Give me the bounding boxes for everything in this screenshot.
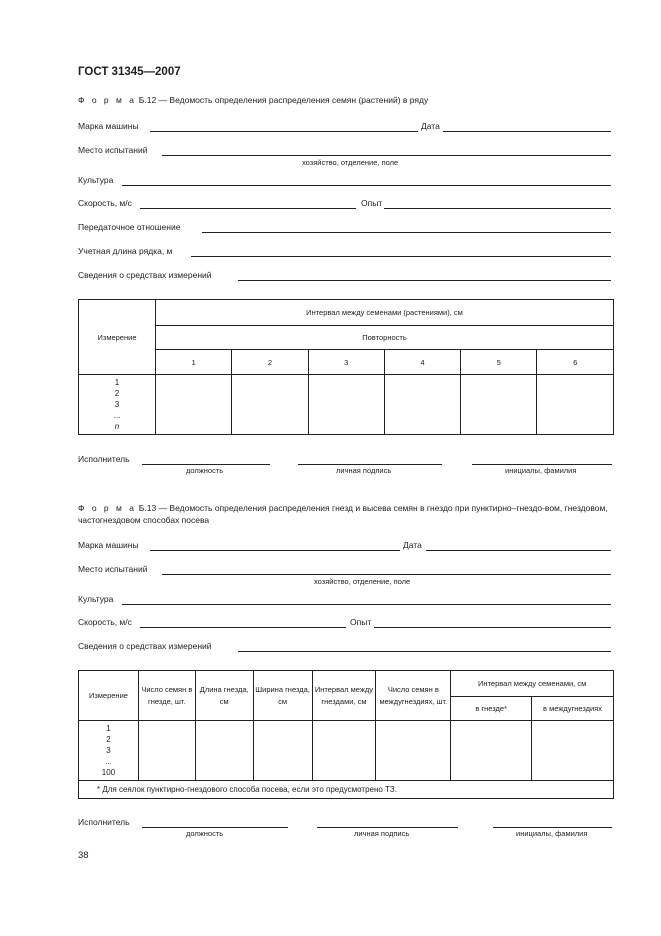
between-nests-subheader: в междугнездиях [532, 697, 614, 721]
row-number: 2 [106, 735, 111, 744]
row-number: 3 [114, 400, 120, 409]
experiment-label: Опыт [350, 617, 372, 627]
data-cell[interactable] [195, 721, 253, 781]
date-label: Дата [421, 121, 440, 131]
row-number: 3 [106, 746, 111, 755]
row-number: 1 [114, 378, 120, 387]
data-cell[interactable] [308, 375, 384, 435]
seeds-between-header: Число семян в междугнездиях, шт. [376, 671, 451, 721]
experiment-field[interactable] [384, 208, 611, 209]
nest-length-header: Длина гнезда, см [195, 671, 253, 721]
measure-header: Измерение [79, 300, 156, 375]
data-cell[interactable] [537, 375, 614, 435]
form-b13-title [78, 502, 612, 526]
repeat-col-2: 2 [232, 350, 308, 375]
speed-field[interactable] [140, 208, 356, 209]
interval-seeds-header: Интервал между семенами, см [451, 671, 614, 697]
data-cell[interactable] [253, 721, 312, 781]
nest-width-header: Ширина гнезда, см [253, 671, 312, 721]
in-nest-subheader: в гнезде* [451, 697, 532, 721]
data-cell[interactable] [384, 375, 460, 435]
data-cell[interactable] [532, 721, 614, 781]
standard-header: ГОСТ 31345—2007 [78, 66, 181, 78]
executor-label: Исполнитель [78, 454, 130, 464]
repeat-col-1: 1 [156, 350, 232, 375]
place-field[interactable] [162, 574, 611, 575]
data-cell[interactable] [451, 721, 532, 781]
instruments-label: Сведения о средствах измерений [78, 270, 212, 280]
row-numbers-cell [79, 721, 139, 781]
instruments-label: Сведения о средствах измерений [78, 641, 212, 651]
repeat-header: Повторность [156, 326, 614, 350]
place-label: Место испытаний [78, 145, 148, 155]
machine-field[interactable] [150, 131, 418, 132]
speed-label: Скорость, м/с [78, 617, 132, 627]
place-field[interactable] [162, 155, 611, 156]
data-cell[interactable] [232, 375, 308, 435]
name-field[interactable] [493, 827, 612, 828]
position-field[interactable] [142, 464, 270, 465]
data-cell[interactable] [312, 721, 376, 781]
place-caption: хозяйство, отделение, поле [302, 158, 399, 167]
data-cell[interactable] [156, 375, 232, 435]
form-title-text: Б.13 — Ведомость определения распределения гнезд и высева семян в гнездо при пунктирно–гнездо-вом, гнездовом, частогнездовом способах посева [78, 503, 608, 525]
date-label: Дата [403, 540, 422, 550]
repeat-col-6: 6 [537, 350, 614, 375]
instruments-field[interactable] [238, 280, 611, 281]
date-field[interactable] [443, 131, 611, 132]
row-number: ... [113, 411, 121, 420]
nest-distribution-table [78, 670, 614, 799]
place-caption: хозяйство, отделение, поле [314, 577, 411, 586]
sign-field[interactable] [298, 464, 442, 465]
position-caption: должность [186, 466, 224, 475]
table-footnote: * Для сеялок пунктирно-гнездового способа посева, если это предусмотрено ТЗ. [79, 781, 614, 799]
name-field[interactable] [472, 464, 612, 465]
data-cell[interactable] [138, 721, 195, 781]
ratio-label: Передаточное отношение [78, 222, 181, 232]
interval-nests-header: Интервал между гнездами, см [312, 671, 376, 721]
experiment-field[interactable] [374, 627, 611, 628]
position-field[interactable] [142, 827, 288, 828]
name-caption: инициалы, фамилия [505, 466, 577, 475]
machine-label: Марка машины [78, 540, 139, 550]
sign-caption: личная подпись [354, 829, 410, 838]
length-field[interactable] [191, 256, 611, 257]
seeds-in-nest-header: Число семян в гнезде, шт. [138, 671, 195, 721]
row-number: n [114, 422, 120, 431]
form-prefix: Ф о р м а [78, 503, 137, 513]
place-label: Место испытаний [78, 564, 148, 574]
machine-field[interactable] [150, 550, 400, 551]
speed-field[interactable] [140, 627, 346, 628]
row-number: 2 [114, 389, 120, 398]
date-field[interactable] [426, 550, 611, 551]
name-caption: инициалы, фамилия [516, 829, 588, 838]
data-cell[interactable] [376, 721, 451, 781]
data-cell[interactable] [461, 375, 537, 435]
sign-field[interactable] [317, 827, 458, 828]
repeat-col-5: 5 [461, 350, 537, 375]
culture-label: Культура [78, 594, 114, 604]
repeat-col-3: 3 [308, 350, 384, 375]
row-numbers-cell [79, 375, 156, 435]
row-number: 100 [101, 768, 116, 777]
machine-label: Марка машины [78, 121, 139, 131]
row-number: ... [105, 757, 112, 766]
form-b12-title [78, 94, 612, 106]
speed-label: Скорость, м/с [78, 198, 132, 208]
experiment-label: Опыт [361, 198, 383, 208]
instruments-field[interactable] [238, 651, 611, 652]
sign-caption: личная подпись [336, 466, 392, 475]
form-title-text: Б.12 — Ведомость определения распределения семян (растений) в ряду [136, 95, 429, 105]
repeat-col-4: 4 [384, 350, 460, 375]
culture-label: Культура [78, 175, 114, 185]
ratio-field[interactable] [202, 232, 611, 233]
length-label: Учетная длина рядка, м [78, 246, 173, 256]
page-number: 38 [78, 850, 89, 861]
row-number: 1 [106, 724, 111, 733]
executor-label: Исполнитель [78, 817, 130, 827]
interval-header: Интервал между семенами (растениями), см [156, 300, 614, 326]
culture-field[interactable] [122, 604, 611, 605]
form-prefix: Ф о р м а [78, 95, 137, 105]
position-caption: должность [186, 829, 224, 838]
seed-distribution-table [78, 299, 614, 435]
culture-field[interactable] [122, 185, 611, 186]
measure-header: Измерение [79, 671, 139, 721]
